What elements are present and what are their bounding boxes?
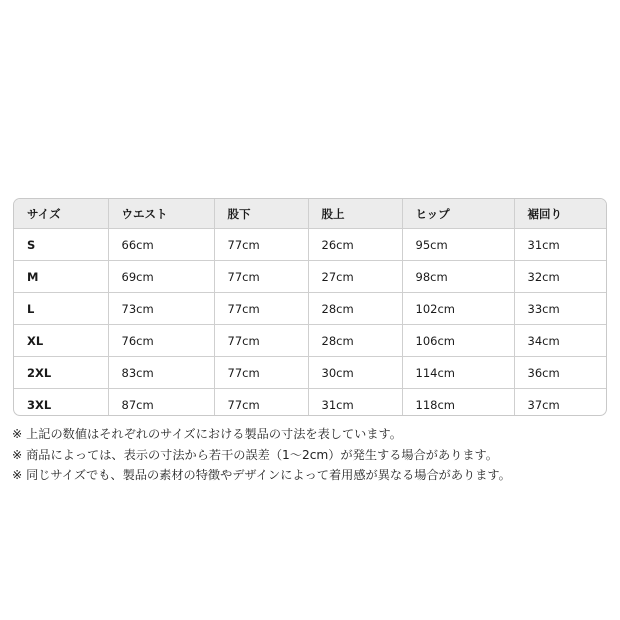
cell-waist: 66cm [108,229,214,261]
table-row [14,389,607,417]
cell-hem: 33cm [514,293,607,325]
cell-size: 2XL [14,357,108,389]
table-row [14,261,607,293]
cell-hip: 95cm [402,229,514,261]
cell-hip: 118cm [402,389,514,417]
cell-hem: 37cm [527,397,560,412]
cell-inseam: 77cm [214,261,308,293]
cell-hem: 34cm [514,325,607,357]
cell-inseam: 77cm [214,389,308,417]
cell-rise: 28cm [308,293,402,325]
note-tolerance: ※ 商品によっては、表示の寸法から若干の誤差（1～2cm）が発生する場合があります。 [12,447,498,462]
cell-rise: 30cm [308,357,402,389]
cell-inseam: 77cm [214,357,308,389]
table-row [14,293,607,325]
cell-rise: 31cm [308,389,402,417]
cell-hem: 36cm [514,357,607,389]
note-fit-variation: ※ 同じサイズでも、製品の素材の特徴やデザインによって着用感が異なる場合があります。 [12,468,511,482]
note-measurements: ※ 上記の数値はそれぞれのサイズにおける製品の寸法を表しています。 [12,427,402,441]
cell-size: L [14,293,108,325]
cell-size: 3XL [14,389,108,417]
table-row [14,357,607,389]
header-hip: ヒップ [402,199,514,229]
cell-size: XL [14,325,108,357]
cell-waist: 69cm [108,261,214,293]
header-waist: ウエスト [108,199,214,229]
table-header-row [14,199,607,229]
cell-rise: 27cm [308,261,402,293]
cell-hip: 102cm [402,293,514,325]
cell-hem: 31cm [514,229,607,261]
cell-waist: 87cm [108,389,214,417]
cell-size: S [14,229,108,261]
cell-hip: 114cm [402,357,514,389]
table-row [14,229,607,261]
cell-hip: 106cm [402,325,514,357]
cell-waist: 76cm [108,325,214,357]
cell-inseam: 77cm [214,325,308,357]
cell-inseam: 77cm [214,293,308,325]
header-inseam: 股下 [214,199,308,229]
size-table [14,199,607,416]
cell-inseam: 77cm [214,229,308,261]
cell-hem: 32cm [514,261,607,293]
cell-waist: 73cm [108,293,214,325]
header-rise: 股上 [308,199,402,229]
header-size: サイズ [14,199,108,229]
header-hem: 裾回り [514,199,607,229]
notes-section [12,424,612,486]
cell-waist: 83cm [108,357,214,389]
cell-hip: 98cm [402,261,514,293]
cell-size: M [14,261,108,293]
size-table-container [13,198,607,416]
table-row [14,325,607,357]
cell-rise: 26cm [308,229,402,261]
cell-rise: 28cm [308,325,402,357]
